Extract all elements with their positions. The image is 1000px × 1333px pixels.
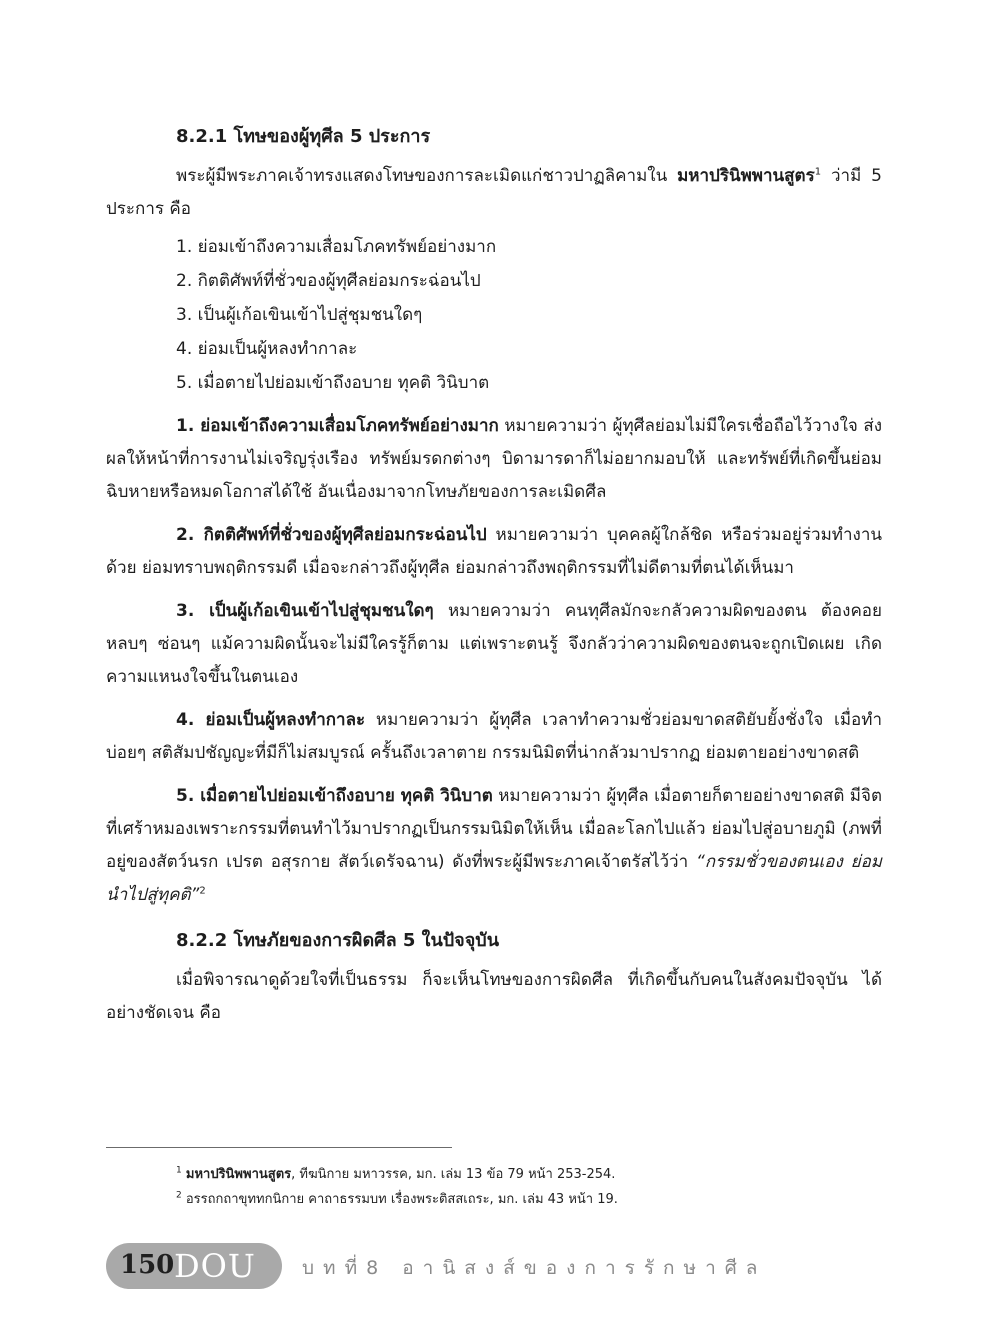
- list-item: 1. ย่อมเข้าถึงความเสื่อมโภคทรัพย์อย่างมาก: [176, 237, 497, 257]
- intro-text: พระผู้มีพระภาคเจ้าทรงแสดงโทษของการละเมิดแก่ชาวปาฏลิคามใน: [176, 166, 678, 186]
- section-heading-8-2-2: 8.2.2 โทษภัยของการผิดศีล 5 ในปัจจุบัน: [176, 930, 499, 951]
- explanation-1: [106, 410, 882, 509]
- section-heading-8-2-1: 8.2.1 โทษของผู้ทุศีล 5 ประการ: [176, 126, 431, 147]
- explanation-text: หมายความว่า บุคคลผู้ใกล้ชิด หรือร่วมอยู่ร่วมทำงานด้วย ย่อมทราบพฤติกรรมดี เมื่อจะกล่าวถึงผู้ทุศีล ย่อมกล่าวถึงพฤติกรรมที่ไม่ดีตามที่ตนได้เห็นมา: [106, 525, 882, 578]
- explanation-title: 5. เมื่อตายไปย่อมเข้าถึงอบาย ทุคติ วินิบาต: [176, 786, 493, 806]
- list-item: 5. เมื่อตายไปย่อมเข้าถึงอบาย ทุคติ วินิบาต: [176, 373, 490, 393]
- footnote-text: , ทีฆนิกาย มหาวรรค, มก. เล่ม 13 ข้อ 79 หน้า 253-254.: [291, 1167, 616, 1182]
- footnote-divider: [106, 1147, 452, 1148]
- page-number: 150: [120, 1250, 175, 1280]
- harm-list: [106, 230, 882, 400]
- footnote-number: 1: [176, 1165, 182, 1176]
- explanation-title: 1. ย่อมเข้าถึงความเสื่อมโภคทรัพย์อย่างมาก: [176, 416, 499, 436]
- list-item: 3. เป็นผู้เก้อเขินเข้าไปสู่ชุมชนใดๆ: [176, 305, 423, 325]
- intro-text-end: ว่ามี 5 ประการ คือ: [106, 166, 882, 219]
- explanation-text: หมายความว่า คนทุศีลมักจะกลัวความผิดของตน ต้องคอยหลบๆ ซ่อนๆ แม้ความผิดนั้นจะไม่มีใครรู้ก็ตาม แต่เพราะตนรู้ จึงกลัวว่าความผิดของตนจะถูกเปิดเผย เกิดความแหนงใจขึ้นในตนเอง: [106, 601, 882, 687]
- footnote-source: มหาปรินิพพานสูตร: [185, 1167, 292, 1182]
- dou-logo: DOU: [174, 1247, 256, 1285]
- page-footer: [106, 1243, 906, 1289]
- explanation-text: หมายความว่า ผู้ทุศีลย่อมไม่มีใครเชื่อถือไว้วางใจ ส่งผลให้หน้าที่การงานไม่เจริญรุ่งเรือง ทรัพย์มรดกต่างๆ บิดามารดาก็ไม่อยากมอบให้ และทรัพย์ที่เกิดขึ้นย่อมฉิบหายหรือหมดโอกาสได้ใช้ อันเนื่องมาจากโทษภัยของการละเมิดศีล: [106, 416, 883, 502]
- list-item: 4. ย่อมเป็นผู้หลงทำกาละ: [176, 339, 358, 359]
- footnote-ref-2: 2: [199, 885, 206, 897]
- explanation-text: หมายความว่า ผู้ทุศีล เวลาทำความชั่วย่อมขาดสติยับยั้งชั่งใจ เมื่อทำบ่อยๆ สติสัมปชัญญะที่มีก็ไม่สมบูรณ์ ครั้นถึงเวลาตาย กรรมนิมิตที่น่ากลัวมาปรากฏ ย่อมตายอย่างขาดสติ: [106, 710, 882, 763]
- explanation-4: [106, 704, 882, 770]
- page-badge: [106, 1243, 282, 1289]
- footnotes: [176, 1162, 896, 1212]
- intro-paragraph: [106, 160, 882, 226]
- explanation-title: 3. เป็นผู้เก้อเขินเข้าไปสู่ชุมชนใดๆ: [176, 601, 434, 621]
- footnote-1: [176, 1162, 896, 1187]
- explanation-2: [106, 519, 882, 585]
- explanation-text: หมายความว่า ผู้ทุศีล เมื่อตายก็ตายอย่างขาดสติ มีจิตที่เศร้าหมองเพราะกรรมที่ตนทำไว้มาปรากฏเป็นกรรมนิมิตให้เห็น เมื่อละโลกไปแล้ว ย่อมไปสู่อบายภูมิ (ภพที่อยู่ของสัตว์นรก เปรต อสุรกาย สัตว์เดรัจฉาน) ดังที่พระผู้มีพระภาคเจ้าตรัสไว้ว่า: [106, 786, 882, 872]
- footnote-2: [176, 1187, 896, 1212]
- explanation-3: [106, 595, 882, 694]
- explanation-5: [106, 780, 882, 912]
- list-item: 2. กิตติศัพท์ที่ชั่วของผู้ทุศีลย่อมกระฉ่อนไป: [176, 271, 481, 291]
- explanation-title: 2. กิตติศัพท์ที่ชั่วของผู้ทุศีลย่อมกระฉ่อนไป: [176, 525, 487, 545]
- footnote-ref-1: 1: [814, 166, 822, 178]
- section-2-paragraph: เมื่อพิจารณาดูด้วยใจที่เป็นธรรม ก็จะเห็นโทษของการผิดศีล ที่เกิดขึ้นกับคนในสังคมปัจจุบัน ได้อย่างชัดเจน คือ: [106, 970, 882, 1023]
- chapter-title: บทที่8 อานิสงส์ของการรักษาศีล: [302, 1257, 767, 1279]
- sutta-name: มหาปรินิพพานสูตร: [677, 166, 815, 186]
- explanation-title: 4. ย่อมเป็นผู้หลงทำกาละ: [176, 710, 366, 730]
- page-content: [106, 112, 882, 1030]
- buddha-quote: “กรรมชั่วของตนเอง ย่อมนำไปสู่ทุคติ”: [106, 852, 882, 905]
- footnote-text: อรรถกถาขุททกนิกาย คาถาธรรมบท เรื่องพระติสสเถระ, มก. เล่ม 43 หน้า 19.: [185, 1192, 618, 1207]
- footnote-number: 2: [176, 1190, 182, 1201]
